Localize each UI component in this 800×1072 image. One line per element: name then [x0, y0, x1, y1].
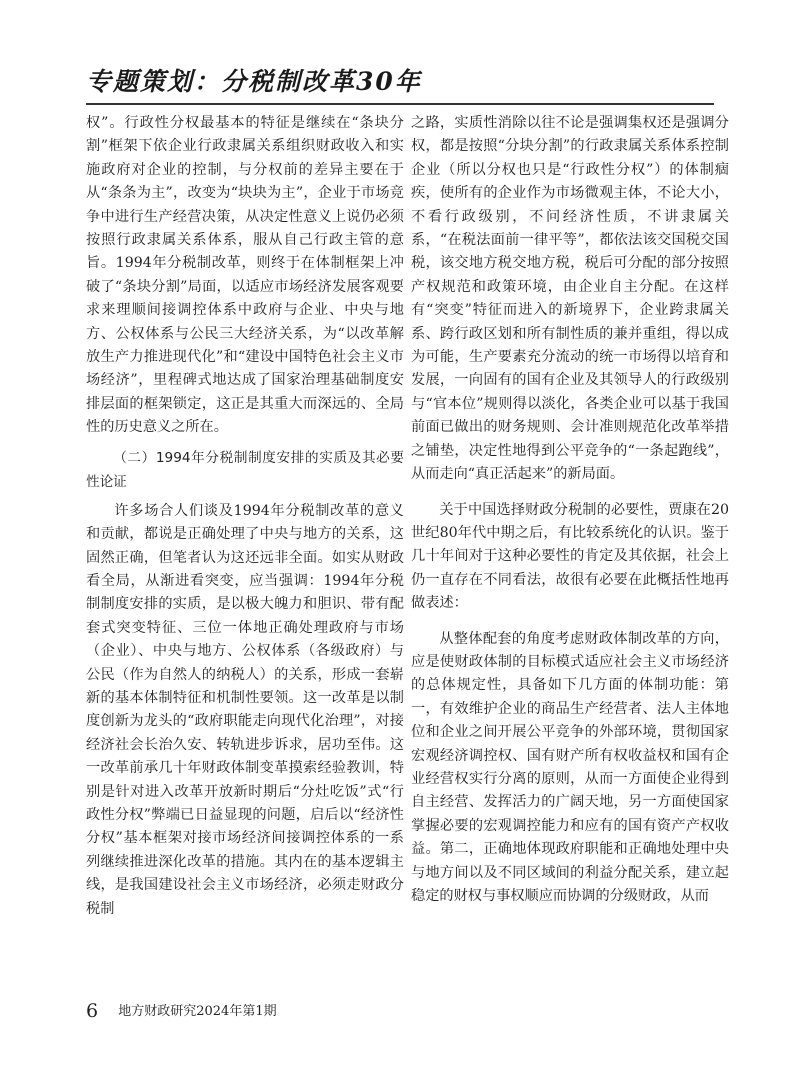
left-column: [86, 112, 404, 921]
header-divider: [86, 103, 714, 105]
page-number: 6: [86, 1000, 99, 1022]
paragraph: 从整体配套的角度考虑财政体制改革的方向，应是使财政体制的目标模式适应社会主义市场经济的总体规定性，具备如下几方面的体制功能：第一，有效维护企业的商品生产经营者、法人主体地位和企业之间开展公平竞争的外部环境，贯彻国家宏观经济调控权、国有财产所有权收益权和国有企业经营权实行分离的原则，从而一方面使企业得到自主经营、发挥活力的广阔天地，另一方面使国家掌握必要的宏观调控能力和应有的国有资产产权收益。第二，正确地体现政府职能和正确地处理中央与地方间以及不同区域间的利益分配关系，建立起稳定的财权与事权顺应而协调的分级财政，从而: [411, 630, 729, 904]
page-footer: [86, 1000, 277, 1022]
paragraph: 许多场合人们谈及1994年分税制改革的意义和贡献，都说是正确处理了中央与地方的关系，这固然正确，但笔者认为这还远非全面。如实从财政看全局，从渐进看突变，应当强调：1994年分税制制度安排的实质，是以极大魄力和胆识、带有配套式突变特征、三位一体地正确处理政府与市场（企业）、中央与地方、公权体系（各级政府）与公民（作为自然人的纳税人）的关系，形成一套崭新的基本体制特征和机制性要领。这一改革是以制度创新为龙头的“政府职能走向现代化治理”，对接经济社会长治久安、转轨进步诉求，居功至伟。这一改革前承几十年财政体制变革摸索经验教训，特别是针对进入改革开放新时期后“分灶吃饭”式“行政性分权”弊端已日益显现的问题，启后以“经济性分权”基本框架对接市场经济间接调控体系的一系列继续推进深化改革的措施。其内在的基本逻辑主线，是我国建设社会主义市场经济，必须走财政分税制: [86, 502, 404, 917]
page-title: 专题策划：分税制改革30年: [86, 67, 422, 96]
paragraph: 之路，实质性消除以往不论是强调集权还是强调分权，都是按照“分块分割”的行政隶属关系体系控制企业（所以分权也只是“行政性分权”）的体制痼疾，使所有的企业作为市场微观主体，不论大小，不看行政级别，不问经济性质，不讲隶属关系，“在税法面前一律平等”，都依法该交国税交国税，该交地方税交地方税，税后可分配的部分按照产权规范和政策环境，由企业自主分配。在这样有“突变”特征而进入的新境界下，企业跨隶属关系、跨行政区划和所有制性质的兼并重组，得以成为可能，生产要素充分流动的统一市场得以培育和发展，一向固有的国有企业及其领导人的行政级别与“官本位”规则得以淡化，各类企业可以基于我国前面已做出的财务规则、会计准则规范化改革举措之铺垫，决定性地得到公平竞争的“一条起跑线”，从而走向“真正活起来”的新局面。: [411, 115, 729, 483]
paragraph: 权”。行政性分权最基本的特征是继续在“条块分割”框架下依企业行政隶属关系组织财政收入和实施政府对企业的控制，与分权前的差异主要在于从“条条为主”，改变为“块块为主”，企业于市场竞争中进行生产经营决策，从决定性意义上说仍必须按照行政隶属关系体系，服从自己行政主管的意旨。1994年分税制改革，则终于在体制框架上冲破了“条块分割”局面，以适应市场经济发展客观要求来理顺间接调控体系中政府与企业、中央与地方、公权体系与公民三大经济关系，为“以改革解放生产力推进现代化”和“建设中国特色社会主义市场经济”，里程碑式地达成了国家治理基础制度安排层面的框架锁定，这正是其重大而深远的、全局性的历史意义之所在。: [86, 115, 404, 436]
section-heading: （二）1994年分税制制度安排的实质及其必要性论证: [86, 449, 404, 490]
paragraph: 关于中国选择财政分税制的必要性，贾康在20世纪80年代中期之后，有比较系统化的认识。鉴于几十年间对于这种必要性的肯定及其依据，社会上仍一直存在不同看法，故很有必要在此概括性地再做表述：: [411, 501, 729, 612]
journal-issue: 地方财政研究2024年第1期: [118, 1004, 277, 1019]
right-column: [411, 112, 729, 908]
